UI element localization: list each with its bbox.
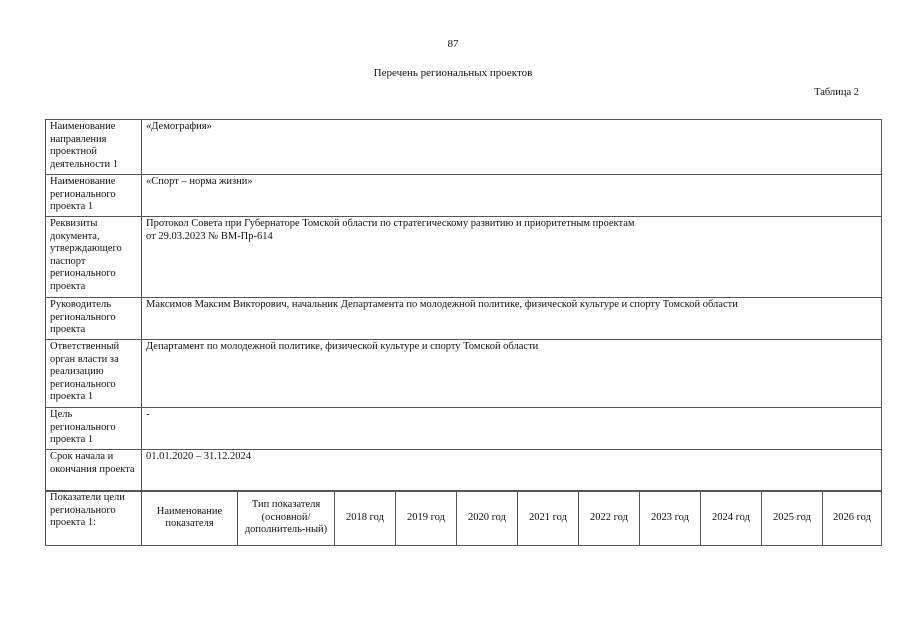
row-value-document-details: [142, 217, 882, 298]
page-number: 87: [447, 38, 459, 50]
row-label-document-details: Реквизиты документа, утверждающего паспорт регионального проекта: [46, 217, 142, 298]
row-value-project-name: «Спорт – норма жизни»: [142, 175, 882, 217]
column-header: 2019 год: [396, 491, 457, 546]
row-label-project-name: Наименование регионального проекта 1: [46, 175, 142, 217]
table-row: [46, 491, 882, 546]
row-label-goal: Цель регионального проекта 1: [46, 408, 142, 450]
column-header: 2023 год: [640, 491, 701, 546]
table-row: [46, 120, 882, 175]
column-header: Тип показателя (основной/ дополнитель-ный): [238, 491, 335, 546]
indicators-label: Показатели цели регионального проекта 1:: [46, 491, 142, 546]
row-label-project-head: Руководитель регионального проекта: [46, 298, 142, 340]
table-row: [46, 408, 882, 450]
row-value-responsible-body: Департамент по молодежной политике, физической культуре и спорту Томской области: [142, 340, 882, 408]
row-value-timeframe: 01.01.2020 – 31.12.2024: [142, 450, 882, 492]
row-label-direction: Наименование направления проектной деятельности 1: [46, 120, 142, 175]
table-row: [46, 175, 882, 217]
column-header: 2026 год: [823, 491, 882, 546]
indicators-table: [45, 490, 882, 546]
row-value-goal: -: [142, 408, 882, 450]
column-header: 2022 год: [579, 491, 640, 546]
column-header: 2020 год: [457, 491, 518, 546]
column-header: 2018 год: [335, 491, 396, 546]
regional-projects-table: [45, 119, 882, 492]
table-row: [46, 450, 882, 492]
column-header: Наименование показателя: [142, 491, 238, 546]
table-row: [46, 340, 882, 408]
page-title: Перечень региональных проектов: [373, 67, 533, 79]
column-header: 2024 год: [701, 491, 762, 546]
document-details-line: Протокол Совета при Губернаторе Томской области по стратегическому развитию и приоритетным проектам: [146, 218, 635, 229]
table-row: [46, 298, 882, 340]
document-details-line: от 29.03.2023 № ВМ-Пр-614: [146, 230, 273, 242]
table-row: [46, 217, 882, 298]
row-label-timeframe: Срок начала и окончания проекта: [46, 450, 142, 492]
column-header: 2025 год: [762, 491, 823, 546]
column-header: 2021 год: [518, 491, 579, 546]
row-label-responsible-body: Ответственный орган власти за реализацию регионального проекта 1: [46, 340, 142, 408]
table-label: Таблица 2: [814, 87, 859, 98]
row-value-project-head: Максимов Максим Викторович, начальник Департамента по молодежной политике, физической культуре и спорту Томской области: [142, 298, 882, 340]
row-value-direction: «Демография»: [142, 120, 882, 175]
